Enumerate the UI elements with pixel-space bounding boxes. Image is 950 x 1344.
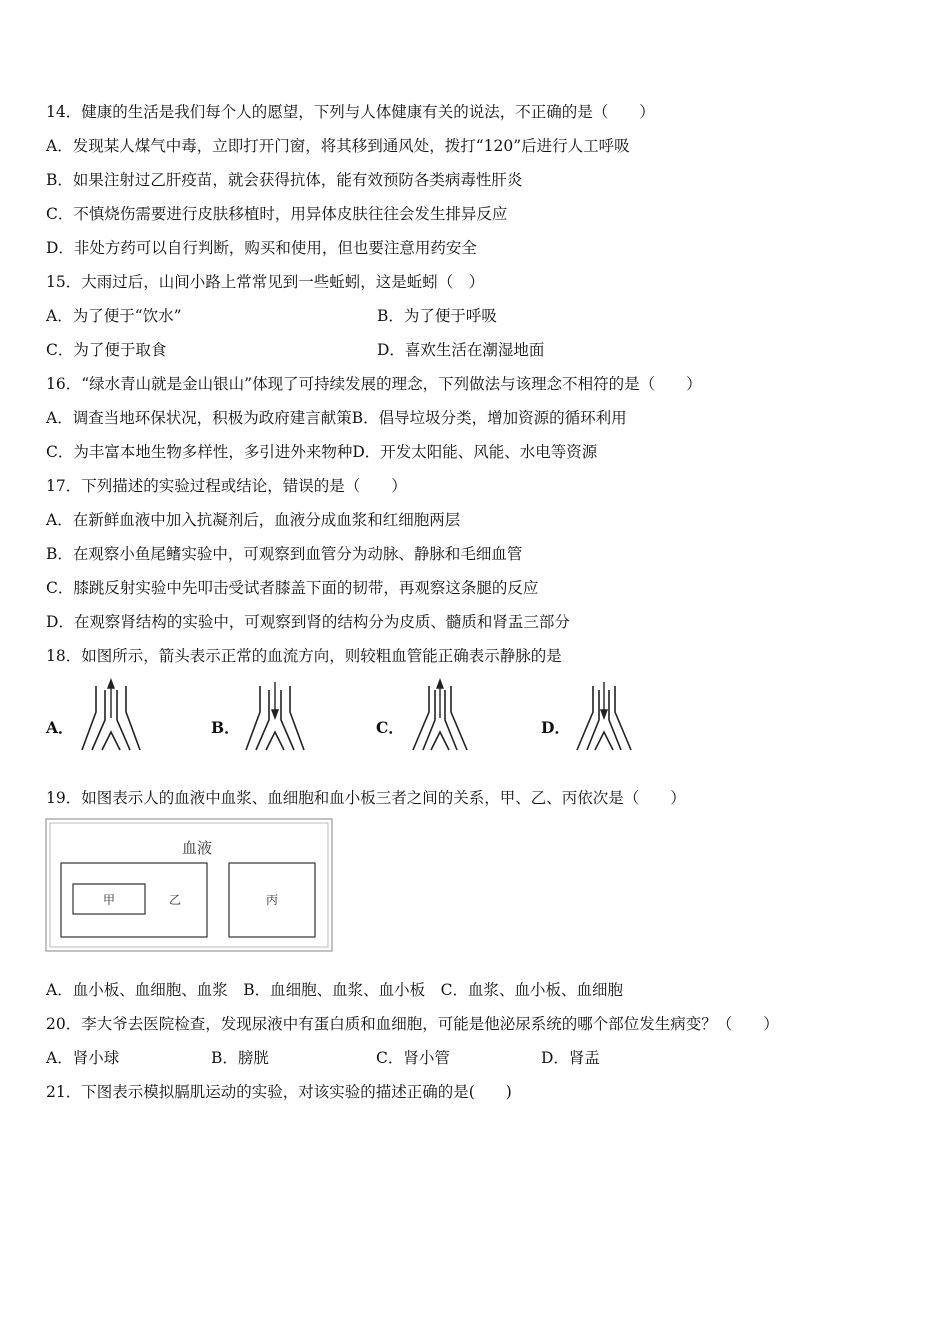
- q20-stem: 20．李大爷去医院检查，发现尿液中有蛋白质和血细胞，可能是他泌尿系统的哪个部位发生病变？（ ）: [46, 1015, 779, 1033]
- q19-stem: 19．如图表示人的血液中血浆、血细胞和血小板三者之间的关系，甲、乙、丙依次是（ ）: [46, 789, 686, 807]
- q14-option-a: A．发现某人煤气中毒，立即打开门窗，将其移到通风处，拨打“120”后进行人工呼吸: [46, 137, 630, 155]
- q18-label-a: A．: [46, 718, 74, 737]
- q15-stem: 15．大雨过后，山间小路上常常见到一些蚯蚓，这是蚯蚓（ ）: [46, 273, 485, 291]
- vessel-diagram-b: [242, 676, 308, 754]
- blood-composition-diagram: [45, 818, 333, 952]
- q15-option-d: D．喜欢生活在潮湿地面: [377, 341, 545, 359]
- q17-option-b: B．在观察小鱼尾鳍实验中，可观察到血管分为动脉、静脉和毛细血管: [46, 545, 523, 563]
- vessel-diagram-a: [78, 676, 144, 754]
- q15-option-b: B．为了便于呼吸: [377, 307, 497, 325]
- q20-option-b: B．膀胱: [211, 1049, 269, 1067]
- q17-option-c: C．膝跳反射实验中先叩击受试者膝盖下面的韧带，再观察这条腿的反应: [46, 579, 539, 597]
- q18-label-b: B．: [211, 718, 240, 737]
- diagram-label-blood: 血液: [181, 839, 213, 857]
- diagram-label-bing: 丙: [265, 893, 279, 907]
- q18-label-d: D．: [541, 718, 570, 737]
- q20-option-c: C．肾小管: [376, 1049, 450, 1067]
- q17-option-d: D．在观察肾结构的实验中，可观察到肾的结构分为皮质、髓质和肾盂三部分: [46, 613, 570, 631]
- q16-options-ab: A．调查当地环保状况，积极为政府建言献策B．倡导垃圾分类，增加资源的循环利用: [46, 409, 627, 427]
- q18-label-c: C．: [376, 718, 404, 737]
- q14-stem: 14．健康的生活是我们每个人的愿望，下列与人体健康有关的说法，不正确的是（ ）: [46, 103, 655, 121]
- q20-option-d: D．肾盂: [541, 1049, 600, 1067]
- q15-option-a: A．为了便于“饮水”: [46, 307, 182, 325]
- q18-stem: 18．如图所示，箭头表示正常的血流方向，则较粗血管能正确表示静脉的是: [46, 647, 562, 665]
- q15-option-c: C．为了便于取食: [46, 341, 167, 359]
- q14-option-b: B．如果注射过乙肝疫苗，就会获得抗体，能有效预防各类病毒性肝炎: [46, 171, 523, 189]
- q17-stem: 17．下列描述的实验过程或结论，错误的是（ ）: [46, 477, 407, 495]
- diagram-label-jia: 甲: [102, 893, 116, 907]
- q20-option-a: A．肾小球: [46, 1049, 120, 1067]
- vessel-diagram-d: [571, 676, 637, 754]
- q14-option-c: C．不慎烧伤需要进行皮肤移植时，用异体皮肤往往会发生排异反应: [46, 205, 508, 223]
- q19-options: A．血小板、血细胞、血浆 B．血细胞、血浆、血小板 C．血浆、血小板、血细胞: [46, 981, 623, 999]
- q14-option-d: D．非处方药可以自行判断，购买和使用，但也要注意用药安全: [46, 239, 477, 257]
- q21-stem: 21．下图表示模拟膈肌运动的实验，对该实验的描述正确的是( ): [46, 1083, 512, 1101]
- q16-stem: 16．“绿水青山就是金山银山”体现了可持续发展的理念，下列做法与该理念不相符的是（ ）: [46, 375, 702, 393]
- q16-options-cd: C．为丰富本地生物多样性，多引进外来物种D．开发太阳能、风能、水电等资源: [46, 443, 598, 461]
- vessel-diagram-c: [407, 676, 473, 754]
- q17-option-a: A．在新鲜血液中加入抗凝剂后，血液分成血浆和红细胞两层: [46, 511, 461, 529]
- diagram-label-yi: 乙: [168, 893, 182, 907]
